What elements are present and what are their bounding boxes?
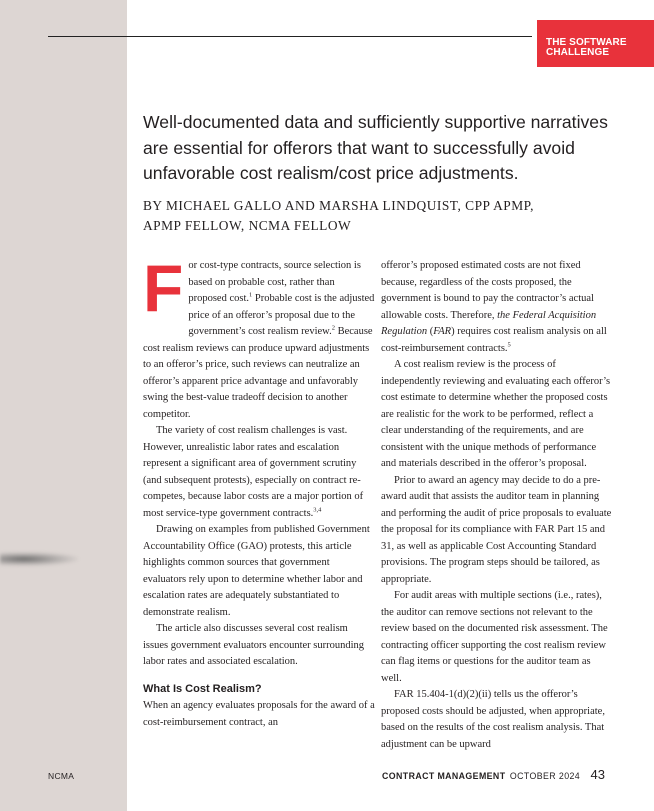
- side-margin-strip: [0, 0, 127, 811]
- section-subhead: What Is Cost Realism?: [143, 682, 262, 695]
- italic-reference: the Federal Acquisition Regulation: [381, 309, 597, 337]
- page-number: 43: [590, 767, 605, 782]
- footer-folio: [382, 766, 605, 784]
- section-tag: [537, 20, 654, 67]
- decorative-smudge: [0, 552, 78, 566]
- section-tag-label: [546, 38, 627, 58]
- drop-cap: F: [143, 251, 184, 325]
- article-deck: Well-documented data and sufficiently supportive narratives are essential for offerors that want to successfully avoid unfavorable cost realism/cost price adjustments.: [143, 112, 608, 183]
- section-tag-line2: CHALLENGE: [546, 47, 610, 58]
- paragraph-intro: For cost-type contracts, source selection is based on probable cost, rather than proposed cost.$^1$ Probable cost is the adjusted price of an offeror’s proposal due to the government’s cost realism review.$^2$ Because cost realism reviews can produce upward adjustments to an offeror’s price, such reviews can neutralize an offeror’s apparent price advantage and unfavorably swing the best-value tradeoff decision to another competitor.: [143, 251, 375, 420]
- issue-date: OCTOBER 2024: [509, 771, 581, 781]
- footnote-ref: 5: [507, 341, 511, 348]
- paragraph: A cost realism review is the process of independently reviewing and evaluating each offeror’s cost estimate to determine whether the proposed costs are realistic for the work to be performed, reflect a clear understanding of the requirements, and are consistent with the unique methods of performance and materials described in the offeror’s proposal.: [381, 359, 611, 469]
- footnote-ref: 3,4: [313, 506, 322, 513]
- footnote-ref: 2: [331, 324, 335, 332]
- article-column-left: [143, 251, 375, 731]
- paragraph: The article also discusses several cost realism issues government evaluators encounter surrounding labor rates and associated escalation.: [143, 623, 365, 667]
- section-tag-line1: THE SOFTWARE: [546, 37, 627, 48]
- paragraph: FAR 15.404-1(d)(2)(ii) tells us the offeror’s proposed costs should be adjusted, when appropriate, based on the results of the cost realism analysis. That adjustment can be upward: [381, 689, 605, 750]
- paragraph: The variety of cost realism challenges is vast. However, unrealistic labor rates and escalation represent a significant area of government scrutiny (and subsequent protests), especially on contract re-competes, because labor costs are a major portion of most service-type government contracts.$^{3,4}$: [143, 425, 364, 519]
- footer-org: NCMA: [48, 771, 75, 781]
- footnote-ref: 1: [249, 291, 253, 299]
- paragraph: Prior to award an agency may decide to do a pre-award audit that assists the auditor team in planning and performing the audit of price proposals to evaluate the proposal for its compliance with FAR Part 15 and 31, as well as applicable Cost Accounting Standard provisions. The program steps should be tailored, as appropriate.: [381, 474, 612, 585]
- paragraph: Drawing on examples from published Government Accountability Office (GAO) protests, this article highlights common sources that government evaluators rely upon to determine whether labor and escalation rates are adequately substantiated to demonstrate realism.: [143, 524, 370, 618]
- byline-line2: APMP FELLOW, NCMA FELLOW: [143, 217, 352, 233]
- paragraph: offeror’s proposed estimated costs are not fixed because, regardless of the costs proposed, the government is bound to pay the contractor’s actual allowable costs. Therefore, the Federal Acquisition Regulation (FAR) requires cost realism analysis on all cost-reimbursement contracts.$^5$: [381, 260, 607, 354]
- paragraph: For audit areas with multiple sections (i.e., rates), the auditor can remove sections not relevant to the review based on the documented risk assessment. The contracting officer supporting the cost realism review can flag items or questions for the auditor team as well.: [381, 590, 608, 684]
- italic-acronym: FAR: [433, 326, 452, 337]
- article-byline: [143, 196, 583, 235]
- article-column-right: [381, 258, 613, 753]
- paragraph: When an agency evaluates proposals for the award of a cost-reimbursement contract, an: [143, 700, 375, 728]
- magazine-title: CONTRACT MANAGEMENT: [382, 771, 506, 781]
- header-rule: [48, 36, 532, 37]
- byline-line1: BY MICHAEL GALLO AND MARSHA LINDQUIST, CPP APMP,: [143, 198, 534, 213]
